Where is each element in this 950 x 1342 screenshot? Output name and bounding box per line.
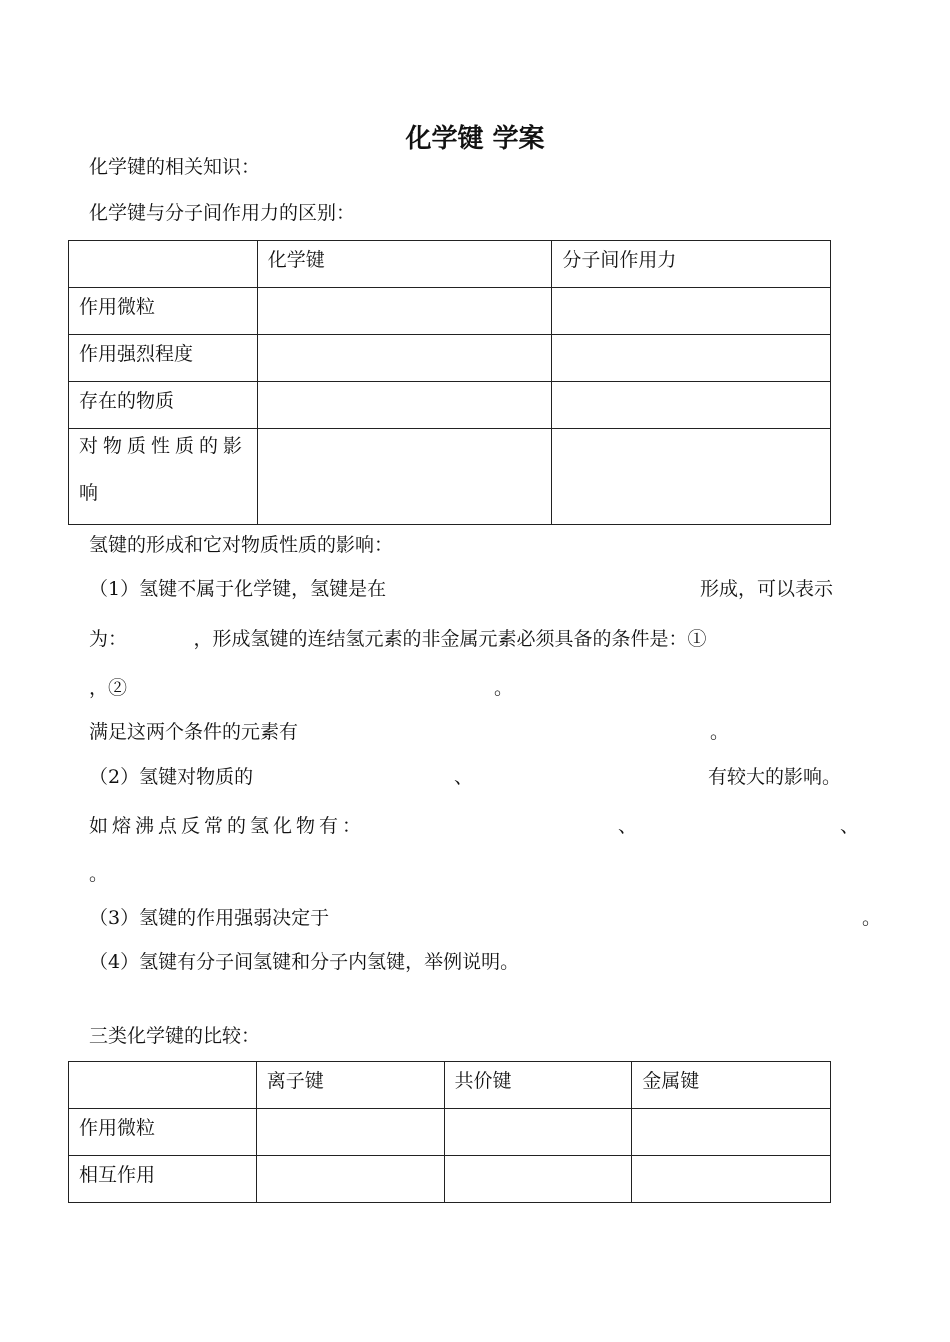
row-label: 相互作用	[69, 1156, 257, 1203]
row-label: 作用微粒	[69, 288, 258, 335]
answer-cell[interactable]	[552, 335, 831, 382]
question-1-line-4: 满足这两个条件的元素有	[89, 721, 299, 743]
row-label: 作用微粒	[69, 1109, 257, 1156]
question-2-line-2: 如熔沸点反常的氢化物有：	[89, 815, 366, 837]
page-title: 化学键 学案	[405, 124, 545, 154]
question-1-text: （1）氢键不属于化学键，氢键是在	[89, 578, 387, 600]
question-2-line-2-sep2: 、	[840, 815, 860, 837]
section-heading-hydrogen-bond: 氢键的形成和它对物质性质的影响：	[89, 534, 394, 556]
row-label: 作用强烈程度	[69, 335, 258, 382]
table-row	[69, 382, 831, 429]
answer-cell[interactable]	[632, 1109, 831, 1156]
bond-comparison-table	[68, 1061, 831, 1203]
answer-cell[interactable]	[257, 335, 552, 382]
table-row	[69, 1156, 831, 1203]
table-row	[69, 335, 831, 382]
table-header-row	[69, 1062, 831, 1109]
table-cell	[69, 1062, 257, 1109]
table-header-cell: 分子间作用力	[552, 241, 831, 288]
question-2-text: （2）氢键对物质的	[89, 766, 254, 788]
question-1-line-3: ，②	[89, 677, 128, 699]
row-label: 存在的物质	[69, 382, 258, 429]
question-1-line-2: 为： ，形成氢键的连结氢元素的非金属元素必须具备的条件是：①	[89, 628, 707, 650]
row-label: 对物质性质的影响	[69, 429, 258, 525]
answer-cell[interactable]	[552, 288, 831, 335]
table-cell	[69, 241, 258, 288]
question-1-line-4-end: 。	[710, 721, 730, 743]
question-2-line-2-sep1: 、	[618, 815, 638, 837]
answer-cell[interactable]	[552, 429, 831, 525]
table-row	[69, 1109, 831, 1156]
answer-cell[interactable]	[257, 382, 552, 429]
question-3-text: （3）氢键的作用强弱决定于	[89, 907, 330, 929]
question-1-text-cont: 形成，可以表示	[700, 578, 834, 600]
question-4-text: （4）氢键有分子间氢键和分子内氢键，举例说明。	[89, 951, 520, 973]
question-2-text-end: 有较大的影响。	[708, 766, 842, 788]
answer-cell[interactable]	[552, 382, 831, 429]
answer-cell[interactable]	[256, 1156, 444, 1203]
section-heading-comparison: 三类化学键的比较：	[89, 1025, 261, 1047]
table-header-cell: 共价键	[444, 1062, 632, 1109]
table-row	[69, 288, 831, 335]
answer-cell[interactable]	[257, 429, 552, 525]
table-header-row	[69, 241, 831, 288]
answer-cell[interactable]	[257, 288, 552, 335]
answer-cell[interactable]	[256, 1109, 444, 1156]
section-heading-difference: 化学键与分子间作用力的区别：	[89, 202, 356, 224]
table-header-cell: 金属键	[632, 1062, 831, 1109]
section-heading-knowledge: 化学键的相关知识：	[89, 156, 261, 178]
answer-cell[interactable]	[632, 1156, 831, 1203]
bond-vs-intermolecular-table	[68, 240, 831, 525]
question-2-separator: 、	[454, 766, 474, 788]
table-header-cell: 化学键	[257, 241, 552, 288]
question-3-text-end: 。	[862, 907, 882, 929]
table-row	[69, 429, 831, 525]
question-1-line-3-end: 。	[494, 677, 514, 699]
answer-cell[interactable]	[444, 1109, 632, 1156]
answer-cell[interactable]	[444, 1156, 632, 1203]
question-2-line-3: 。	[89, 863, 109, 885]
table-header-cell: 离子键	[256, 1062, 444, 1109]
